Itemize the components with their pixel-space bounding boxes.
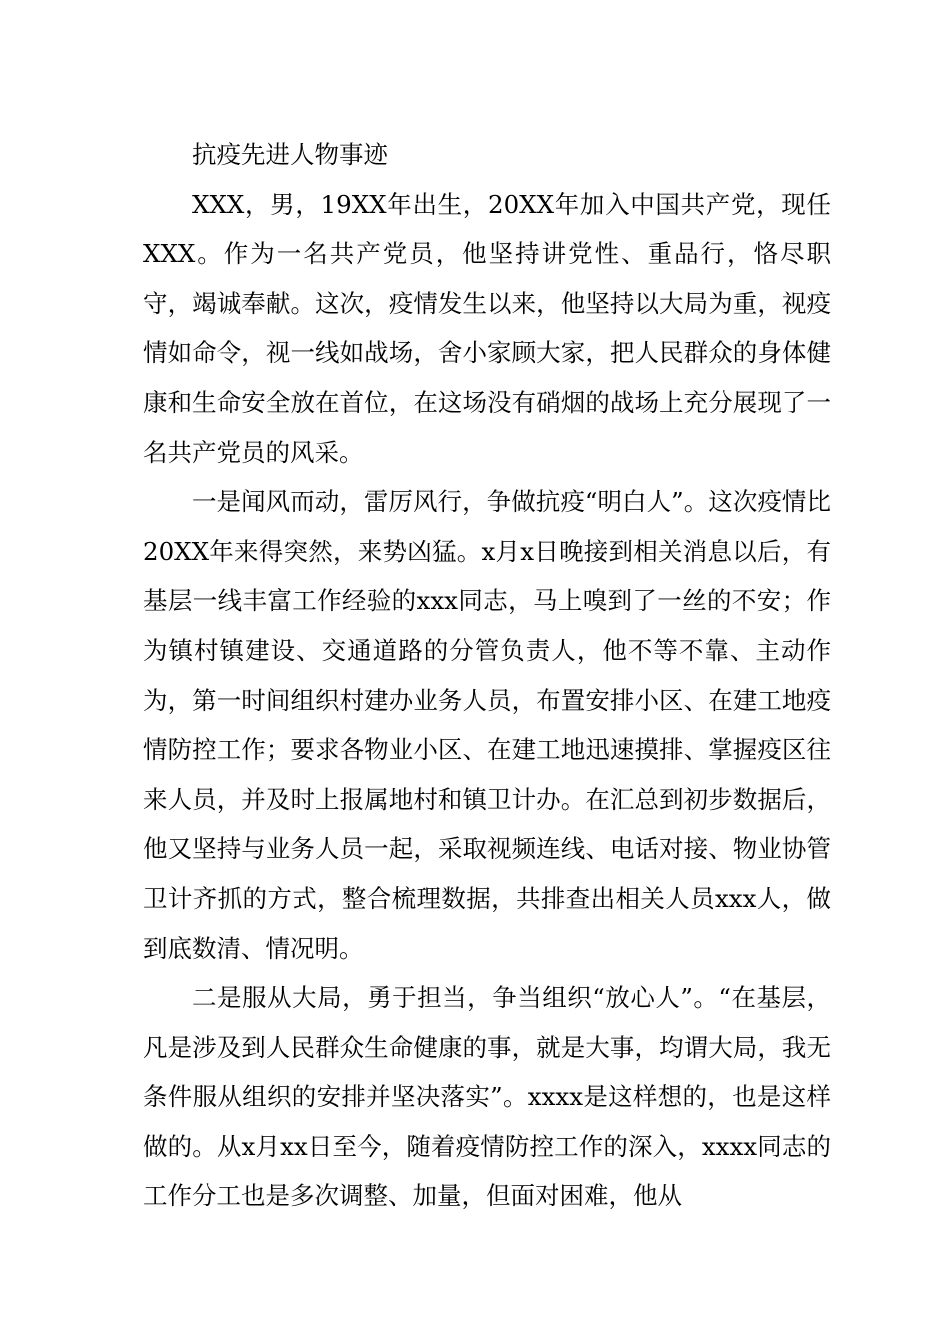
paragraph-point-one: 一是闻风而动，雷厉风行，争做抗疫“明白人”。这次疫情比20XX年来得突然，来势凶猛。x月x日晚接到相关消息以后，有基层一线丰富工作经验的xxx同志，马上嗅到了一丝的不安；作为镇村镇建设、交通道路的分管负责人，他不等不靠、主动作为，第一时间组织村建办业务人员，布置安排小区、在建工地疫情防控工作；要求各物业小区、在建工地迅速摸排、掌握疫区往来人员，并及时上报属地村和镇卫计办。在汇总到初步数据后，他又坚持与业务人员一起，采取视频连线、电话对接、物业协管卫计齐抓的方式，整合梳理数据，共排查出相关人员xxx人，做到底数清、情况明。 <box>143 487 831 963</box>
paragraph-point-two: 二是服从大局，勇于担当，争当组织“放心人”。“在基层，凡是涉及到人民群众生命健康的事，就是大事，均谓大局，我无条件服从组织的安排并坚决落实”。xxxx是这样想的，也是这样做的。从x月xx日至今，随着疫情防控工作的深入，xxxx同志的工作分工也是多次调整、加量，但面对困难，他从 <box>143 983 831 1211</box>
document-title: 抗疫先进人物事迹 <box>192 140 388 169</box>
document-body <box>143 130 831 1221</box>
paragraph-intro: XXX，男，19XX年出生，20XX年加入中国共产党，现任XXX。作为一名共产党员，他坚持讲党性、重品行，恪尽职守，竭诚奉献。这次，疫情发生以来，他坚持以大局为重，视疫情如命令，视一线如战场，舍小家顾大家，把人民群众的身体健康和生命安全放在首位，在这场没有硝烟的战场上充分展现了一名共产党员的风采。 <box>143 189 831 467</box>
